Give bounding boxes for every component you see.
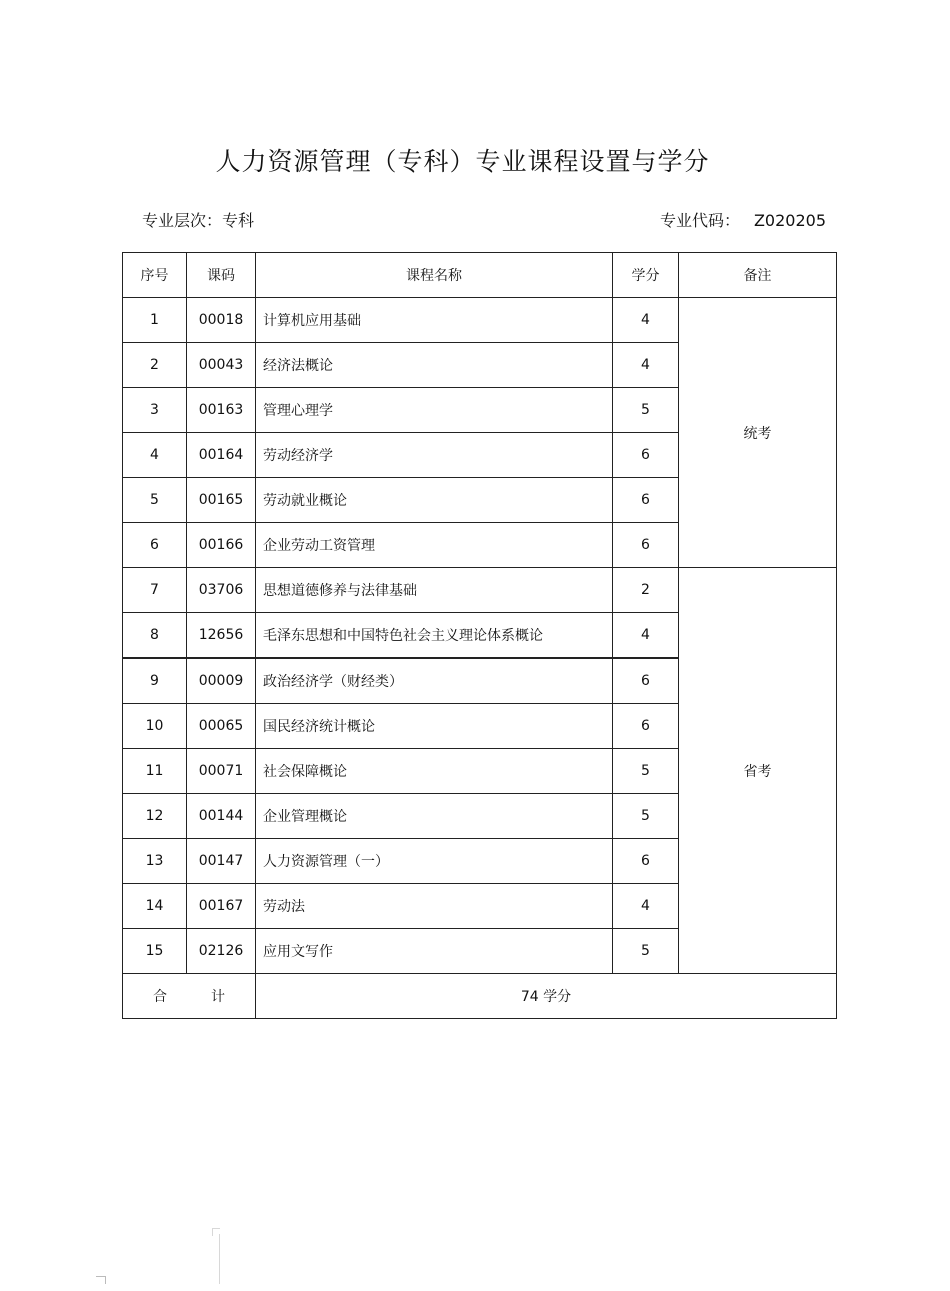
row-name: 劳动法 <box>256 884 613 929</box>
row-no: 2 <box>123 343 187 388</box>
header-credit: 学分 <box>613 253 679 298</box>
crop-mark <box>105 1276 106 1284</box>
crop-mark <box>212 1228 220 1229</box>
row-credit: 6 <box>613 433 679 478</box>
row-credit: 2 <box>613 568 679 613</box>
row-credit: 6 <box>613 658 679 704</box>
major-level: 专业层次：专科 <box>142 211 255 230</box>
row-code: 00147 <box>187 839 256 884</box>
major-code <box>660 208 826 231</box>
major-code-label: 专业代码： <box>659 211 740 230</box>
row-code: 00144 <box>187 794 256 839</box>
row-name: 应用文写作 <box>256 929 613 974</box>
row-credit: 4 <box>613 613 679 659</box>
row-name: 经济法概论 <box>256 343 613 388</box>
row-code: 12656 <box>187 613 256 659</box>
row-code: 00043 <box>187 343 256 388</box>
row-code: 00018 <box>187 298 256 343</box>
row-name: 毛泽东思想和中国特色社会主义理论体系概论 <box>256 613 613 659</box>
row-no: 1 <box>123 298 187 343</box>
header-name: 课程名称 <box>256 253 613 298</box>
row-credit: 4 <box>613 884 679 929</box>
table-row <box>123 298 837 343</box>
row-credit: 5 <box>613 794 679 839</box>
row-credit: 6 <box>613 523 679 568</box>
row-code: 00009 <box>187 658 256 704</box>
row-name: 管理心理学 <box>256 388 613 433</box>
header-remark: 备注 <box>679 253 837 298</box>
total-value: 74 学分 <box>256 974 837 1019</box>
crop-mark <box>219 1234 220 1284</box>
row-credit: 6 <box>613 704 679 749</box>
total-row <box>123 974 837 1019</box>
row-no: 12 <box>123 794 187 839</box>
page-title: 人力资源管理（专科）专业课程设置与学分 <box>215 147 710 176</box>
row-code: 00163 <box>187 388 256 433</box>
row-no: 3 <box>123 388 187 433</box>
row-no: 15 <box>123 929 187 974</box>
row-code: 03706 <box>187 568 256 613</box>
row-no: 13 <box>123 839 187 884</box>
row-code: 00065 <box>187 704 256 749</box>
table-row <box>123 568 837 613</box>
row-credit: 5 <box>613 929 679 974</box>
total-label-b: 计 <box>211 989 225 1005</box>
course-table <box>122 252 837 1019</box>
row-no: 9 <box>123 658 187 704</box>
row-code: 02126 <box>187 929 256 974</box>
row-no: 7 <box>123 568 187 613</box>
row-credit: 4 <box>613 343 679 388</box>
row-credit: 6 <box>613 839 679 884</box>
row-name: 企业劳动工资管理 <box>256 523 613 568</box>
row-credit: 4 <box>613 298 679 343</box>
row-no: 14 <box>123 884 187 929</box>
row-credit: 6 <box>613 478 679 523</box>
total-label <box>123 974 256 1019</box>
header-no: 序号 <box>123 253 187 298</box>
row-no: 4 <box>123 433 187 478</box>
major-code-value: Z020205 <box>753 211 826 230</box>
row-name: 政治经济学（财经类） <box>256 658 613 704</box>
total-label-a: 合 <box>153 989 167 1005</box>
row-code: 00167 <box>187 884 256 929</box>
row-code: 00165 <box>187 478 256 523</box>
row-credit: 5 <box>613 388 679 433</box>
row-name: 国民经济统计概论 <box>256 704 613 749</box>
row-name: 劳动经济学 <box>256 433 613 478</box>
row-no: 10 <box>123 704 187 749</box>
row-no: 8 <box>123 613 187 659</box>
row-code: 00164 <box>187 433 256 478</box>
row-no: 6 <box>123 523 187 568</box>
row-code: 00071 <box>187 749 256 794</box>
table-header-row <box>123 253 837 298</box>
row-name: 计算机应用基础 <box>256 298 613 343</box>
crop-mark <box>212 1228 213 1236</box>
row-no: 11 <box>123 749 187 794</box>
row-no: 5 <box>123 478 187 523</box>
row-code: 00166 <box>187 523 256 568</box>
remark-unified-exam: 统考 <box>679 298 837 568</box>
row-name: 劳动就业概论 <box>256 478 613 523</box>
row-name: 思想道德修养与法律基础 <box>256 568 613 613</box>
row-name: 社会保障概论 <box>256 749 613 794</box>
row-name: 人力资源管理（一） <box>256 839 613 884</box>
row-name: 企业管理概论 <box>256 794 613 839</box>
header-code: 课码 <box>187 253 256 298</box>
row-credit: 5 <box>613 749 679 794</box>
remark-provincial-exam: 省考 <box>679 568 837 974</box>
